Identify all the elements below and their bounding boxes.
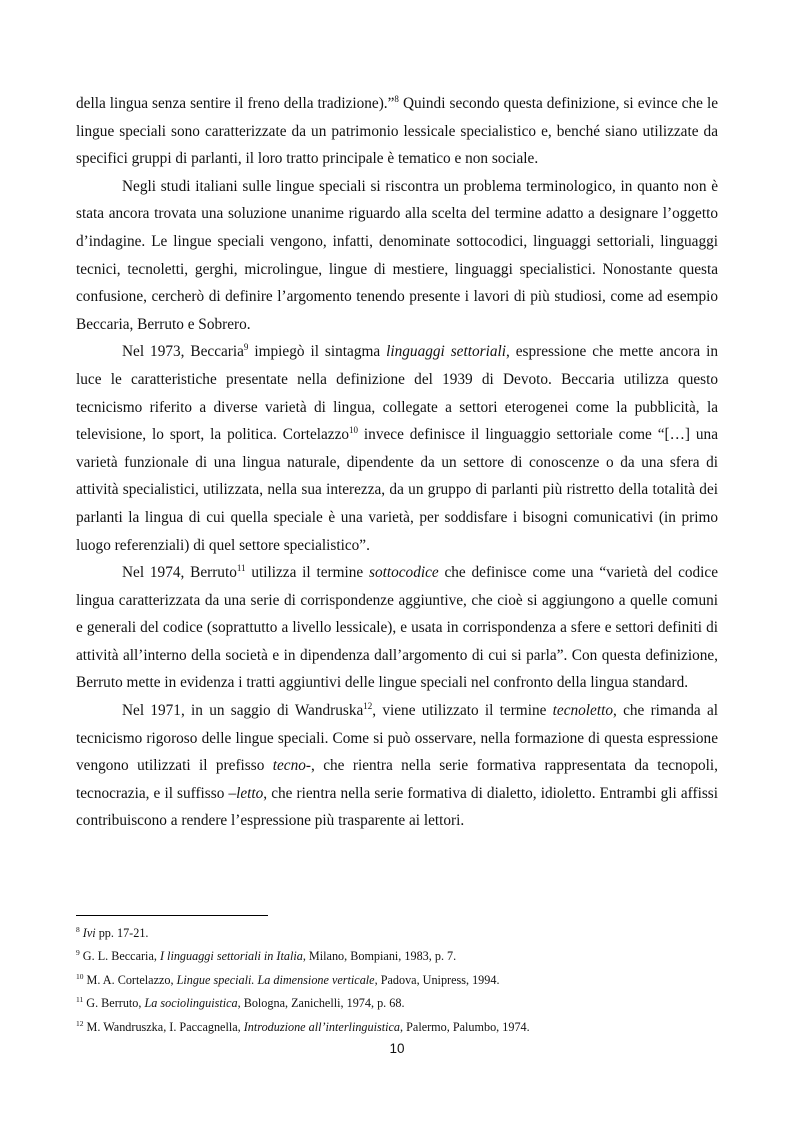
paragraph-3 (76, 338, 718, 559)
footnote-number: 8 (76, 924, 80, 934)
footnote-number: 9 (76, 948, 80, 958)
italic-title: Lingue speciali. La dimensione verticale (176, 972, 375, 987)
text-run: M. A. Cortelazzo, (83, 972, 177, 987)
text-run: , Padova, Unipress, 1994. (374, 972, 500, 987)
text-run: Quindi secondo questa definizione, si evince che le lingue speciali sono caratterizzate da un patrimonio lessicale specialistico e, benché siano utilizzate da specifici gruppi di parlanti, il loro tratto principale è tematico e non sociale. (76, 95, 718, 168)
footnote-ref-8[interactable]: 8 (394, 93, 399, 104)
text-run: G. L. Beccaria, (79, 949, 160, 964)
footnote-number: 10 (76, 971, 84, 981)
italic-term: sottocodice (369, 564, 439, 582)
text-run: , che rientra nella serie formativa rappresentata da tecnopoli, tecnocrazia, e il suffisso (76, 757, 718, 802)
paragraph-4 (76, 559, 718, 697)
footnote-ref-10[interactable]: 10 (349, 425, 359, 436)
italic-term: tecnoletto (552, 702, 613, 720)
footnote-divider (76, 915, 268, 916)
text-run: della lingua senza sentire il freno della tradizione).” (76, 95, 395, 112)
footnote-ref-11[interactable]: 11 (236, 563, 246, 573)
text-run: impiegò il sintagma (248, 343, 387, 361)
text-run: , viene utilizzato il termine (372, 702, 553, 720)
italic-title: Ivi (82, 926, 96, 940)
text-run: invece definisce il linguaggio settoriale come “[…] una varietà funzionale di una lingua naturale, dipendente da un settore di conoscenze o da una sfera di attività specialistici, utilizzata, nella sua interezza, da un gruppo di parlanti più ristretto della totalità dei parlanti la lingua di cui quella speciale è una varietà, per soddisfare i bisogni comunicativi (in primo luogo referenziali) di quel settore specialistico”. (76, 426, 718, 554)
italic-term: linguaggi settoriali (386, 343, 506, 361)
main-text (76, 90, 718, 835)
italic-title: La sociolinguistica (144, 996, 238, 1011)
footnote-number: 12 (76, 1018, 84, 1028)
text-run: , espressione che mette ancora in luce le caratteristiche presentate nella definizione del 1939 di Devoto. Beccaria utilizza questo tecnicismo riferito a diverse varietà di lingua, collegate a settori eterogenei come la pubblicità, la televisione, lo sport, la politica. Cortelazzo (76, 343, 718, 444)
footnote-number: 11 (76, 995, 84, 1005)
paragraph-1 (76, 90, 718, 173)
italic-term: –letto (228, 784, 264, 802)
text-run: pp. 17-21. (95, 926, 149, 940)
text-run: , Milano, Bompiani, 1983, p. 7. (302, 949, 457, 964)
text-run: G. Berruto, (83, 996, 145, 1011)
footnote-9 (76, 945, 718, 968)
footnote-ref-9[interactable]: 9 (243, 342, 249, 353)
footnote-11 (76, 992, 718, 1015)
text-run: Nel 1974, Berruto (122, 564, 237, 582)
text-run: Negli studi italiani sulle lingue speciali si riscontra un problema terminologico, in quanto non è stata ancora trovata una soluzione unanime riguardo alla scelta del termine adatto a designare l’oggetto d’indagine. Le lingue speciali vengono, infatti, denominate sottocodici, linguaggi settoriali, linguaggi tecnici, tecnoletti, gerghi, microlingue, lingue di mestiere, linguaggi specialistici. Nonostante questa confusione, cercherò di definire l’argomento tenendo presente i lavori di più studiosi, come ad esempio Beccaria, Berruto e Sobrero. (76, 177, 718, 333)
page-number: 10 (389, 1041, 405, 1056)
text-run: , che rientra nella serie formativa di dialetto, idioletto. Entrambi gli affissi contribuiscono a rendere l’espressione più trasparente ai lettori. (76, 784, 718, 830)
text-run: che definisce come una “varietà del codice lingua caratterizzata da una serie di corrispondenze aggiuntive, che cioè si aggiungono a quelle comuni e generali del codice (soprattutto a livello lessicale), e usata in corrispondenza a sfere e settori definiti di attività all’interno della società e in dipendenza dall’argomento di cui si parla”. Con questa definizione, Berruto mette in evidenza i tratti aggiuntivi delle lingue speciali nel confronto della lingua standard. (76, 564, 718, 692)
paragraph-5 (76, 697, 718, 835)
text-run: , Palermo, Palumbo, 1974. (400, 1019, 530, 1034)
footnotes (76, 922, 718, 1039)
footnote-8 (76, 922, 718, 945)
italic-title: Introduzione all’interlinguistica (243, 1019, 401, 1034)
footnote-10 (76, 969, 718, 992)
text-run: Nel 1971, in un saggio di Wandruska (122, 702, 364, 720)
text-run: , che rimanda al tecnicismo rigoroso delle lingue speciali. Come si può osservare, nella formazione di questa espressione vengono utilizzati il prefisso (76, 702, 718, 775)
paragraph-2 (76, 173, 718, 339)
footnote-ref-12[interactable]: 12 (363, 700, 373, 711)
text-run: Nel 1973, Beccaria (122, 343, 244, 361)
text-run: M. Wandruszka, I. Paccagnella, (83, 1019, 244, 1034)
text-run: , Bologna, Zanichelli, 1974, p. 68. (237, 996, 405, 1011)
text-run: utilizza il termine (245, 564, 369, 582)
italic-term: tecno- (272, 757, 311, 775)
italic-title: I linguaggi settoriali in Italia (159, 949, 303, 964)
footnote-12 (76, 1016, 718, 1039)
